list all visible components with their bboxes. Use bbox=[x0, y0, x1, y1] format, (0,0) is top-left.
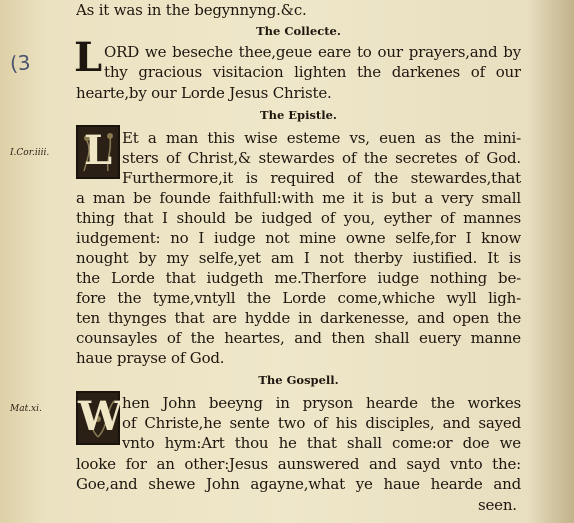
gospel-line-3: vnto hym:Art thou he that shall come:or doe we bbox=[122, 434, 521, 452]
page-gutter-shadow bbox=[528, 0, 574, 523]
epistle-line-12: haue prayse of God. bbox=[76, 349, 225, 367]
epistle-line-2: sters of Christ,& stewardes of the secretes of God. bbox=[122, 149, 521, 167]
gospel-margin-reference: Mat.xi. bbox=[10, 404, 42, 414]
epistle-line-1: Et a man this wise esteme vs, euen as the mini- bbox=[122, 129, 521, 147]
epistle-line-4: a man be founde faithfull:with me it is but a very small bbox=[76, 189, 521, 207]
epistle-heading: The Epistle. bbox=[260, 108, 337, 122]
epistle-line-11: counsayles of the heartes, and then shall euery manne bbox=[76, 329, 521, 347]
epistle-line-10: ten thynges that are hydde in darkenesse, and open the bbox=[76, 309, 521, 327]
epistle-line-8: the Lorde that iudgeth me.Therfore iudge nothing be- bbox=[76, 269, 521, 287]
gospel-line-2: of Christe,he sente two of his disciples, and sayed bbox=[122, 414, 521, 432]
gospel-heading: The Gospell. bbox=[258, 373, 339, 387]
top-line: As it was in the begynnyng.&c. bbox=[76, 1, 307, 19]
collect-line-2: thy gracious visitacion lighten the darkenes of our bbox=[104, 63, 521, 81]
epistle-margin-reference: I.Cor.iiii. bbox=[10, 148, 50, 158]
gospel-initial-letter: W bbox=[78, 393, 123, 440]
epistle-initial-letter: L bbox=[83, 127, 113, 174]
gospel-line-1: hen John beeyng in pryson hearde the workes bbox=[122, 394, 521, 412]
epistle-line-5: thing that I should be iudged of you, eyther of mannes bbox=[76, 209, 521, 227]
handwritten-margin-note: (3 bbox=[9, 50, 32, 76]
collect-line-3: hearte,by our Lorde Jesus Christe. bbox=[76, 84, 332, 102]
collect-line-1: ORD we beseche thee,geue eare to our prayers,and by bbox=[104, 43, 521, 61]
gospel-line-6: seen. bbox=[478, 496, 517, 514]
epistle-line-6: iudgement: no I iudge not mine owne selfe,for I know bbox=[76, 229, 521, 247]
epistle-decorated-initial bbox=[76, 125, 120, 179]
gospel-decorated-initial bbox=[76, 391, 123, 445]
epistle-line-7: nought by my selfe,yet am I not therby iustified. It is bbox=[76, 249, 521, 267]
gospel-line-4: looke for an other:Jesus aunswered and sayd vnto the: bbox=[76, 455, 521, 473]
gospel-line-5: Goe,and shewe John agayne,what ye haue hearde and bbox=[76, 475, 521, 493]
epistle-line-9: fore the tyme,vntyll the Lorde come,whiche wyll ligh- bbox=[76, 289, 521, 307]
collect-initial: L bbox=[74, 34, 103, 81]
collect-heading: The Collecte. bbox=[256, 24, 341, 38]
epistle-line-3: Furthermore,it is required of the stewardes,that bbox=[122, 169, 521, 187]
